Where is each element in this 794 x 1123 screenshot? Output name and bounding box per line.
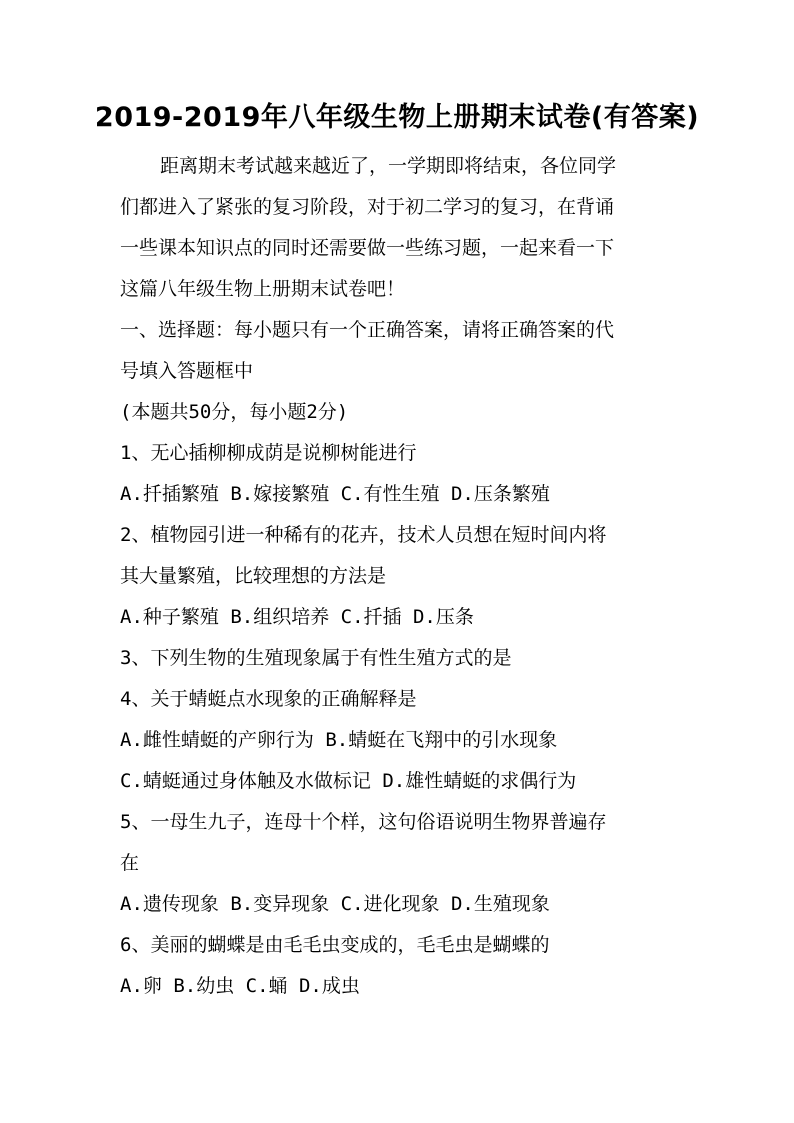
section-line: 一、选择题：每小题只有一个正确答案，请将正确答案的代 — [120, 319, 615, 341]
question-list — [120, 433, 680, 1007]
intro-line: 距离期末考试越来越近了，一学期即将结束，各位同学 — [160, 155, 617, 177]
answer-options: A.扦插繁殖 B.嫁接繁殖 C.有性生殖 D.压条繁殖 — [120, 483, 550, 505]
answer-options: A.种子繁殖 B.组织培养 C.扦插 D.压条 — [120, 606, 474, 628]
question-line: 在 — [120, 852, 140, 874]
question-line: 3、下列生物的生殖现象属于有性生殖方式的是 — [120, 647, 512, 669]
question-line: 6、美丽的蝴蝶是由毛毛虫变成的，毛毛虫是蝴蝶的 — [120, 934, 550, 956]
answer-options: A.遗传现象 B.变异现象 C.进化现象 D.生殖现象 — [120, 893, 550, 915]
question-line: 5、一母生九子，连母十个样，这句俗语说明生物界普遍存 — [120, 811, 607, 833]
intro-line: 这篇八年级生物上册期末试卷吧！ — [120, 278, 406, 300]
section-heading — [120, 310, 680, 433]
question-line: 4、关于蜻蜓点水现象的正确解释是 — [120, 688, 417, 710]
question-line: 其大量繁殖，比较理想的方法是 — [120, 565, 387, 587]
answer-options: C.蜻蜓通过身体触及水做标记 D.雄性蜻蜓的求偶行为 — [120, 770, 577, 792]
document-title: 2019-2019年八年级生物上册期末试卷(有答案) — [94, 102, 700, 133]
question-line: 1、无心插柳柳成荫是说柳树能进行 — [120, 442, 417, 464]
intro-line: 一些课本知识点的同时还需要做一些练习题，一起来看一下 — [120, 237, 615, 259]
answer-options: A.雌性蜻蜓的产卵行为 B.蜻蜓在飞翔中的引水现象 — [120, 729, 558, 751]
section-line: 号填入答题框中 — [120, 360, 254, 382]
question-line: 2、植物园引进一种稀有的花卉，技术人员想在短时间内将 — [120, 524, 607, 546]
intro-line: 们都进入了紧张的复习阶段，对于初二学习的复习，在背诵 — [120, 196, 615, 218]
section-line: (本题共50分，每小题2分) — [120, 401, 349, 423]
intro-paragraph — [120, 146, 680, 310]
answer-options: A.卵 B.幼虫 C.蛹 D.成虫 — [120, 975, 360, 997]
